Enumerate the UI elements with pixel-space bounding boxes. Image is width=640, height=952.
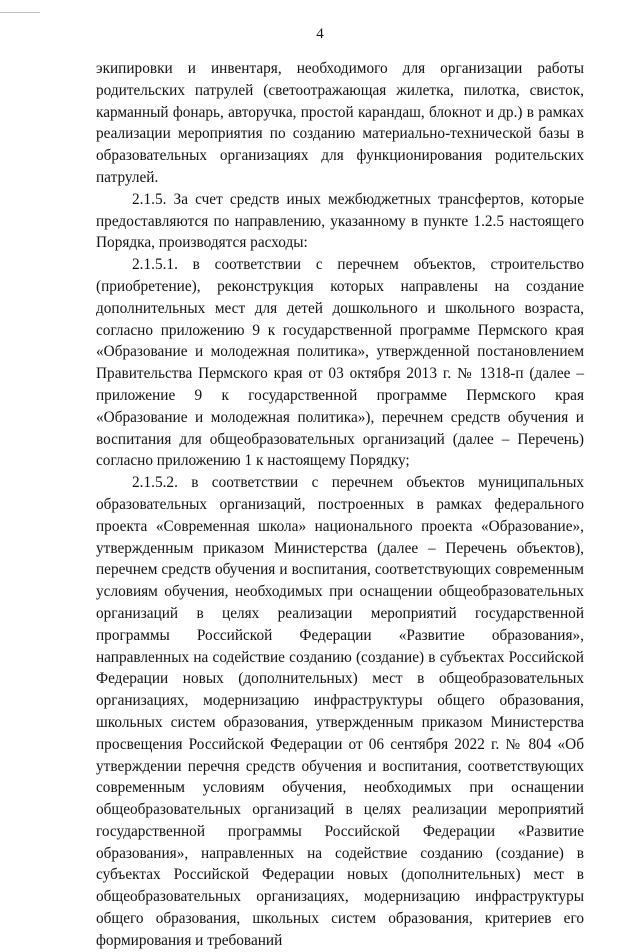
page-number: 4 <box>316 26 324 42</box>
paragraph-2-1-5-2: 2.1.5.2. в соответствии с перечнем объектов муниципальных образовательных организаций, построенных в рамках федерального проекта «Современная школа» национального проекта «Образование», утвержденным приказом Министерства (далее – Перечень объектов), перечнем средств обучения и воспитания, соответствующих современным условиям обучения, необходимых при оснащении общеобразовательных организаций в целях реализации мероприятий государственной программы Российской Федерации «Развитие образования», направленных на содействие созданию (создание) в субъектах Российской Федерации новых (дополнительных) мест в общеобразовательных организациях, модернизацию инфраструктуры общего образования, школьных систем образования, утвержденным приказом Министерства просвещения Российской Федерации от 06 сентября 2022 г. № 804 «Об утверждении перечня средств обучения и воспитания, соответствующих современным условиям обучения, необходимых при оснащении общеобразовательных организаций в целях реализации мероприятий государственной программы Российской Федерации «Развитие образования», направленных на содействие созданию (создание) в субъектах Российской Федерации новых (дополнительных) мест в общеобразовательных организациях, модернизацию инфраструктуры общего образования, школьных систем образования, критериев его формирования и требований <box>96 474 584 949</box>
paragraph-2-1-5: 2.1.5. За счет средств иных межбюджетных трансфертов, которые предоставляются по направлению, указанному в пункте 1.2.5 настоящего Порядка, производятся расходы: <box>96 190 584 252</box>
scan-edge-line <box>0 12 40 13</box>
paragraph-continuation: экипировки и инвентаря, необходимого для организации работы родительских патрулей (светоотражающая жилетка, пилотка, свисток, карманный фонарь, авторучка, простой карандаш, блокнот и др.) в рамках реализации мероприятия по созданию материально-технической базы в образовательных организациях для функционирования родительских патрулей. <box>96 60 584 186</box>
paragraph-2-1-5-1: 2.1.5.1. в соответствии с перечнем объектов, строительство (приобретение), реконструкция которых направлены на создание дополнительных мест для детей дошкольного и школьного возраста, согласно приложению 9 к государственной программе Пермского края «Образование и молодежная политика», утвержденной постановлением Правительства Пермского края от 03 октября 2013 г. № 1318-п (далее – приложение 9 к государственной программе Пермского края «Образование и молодежная политика»), перечнем средств обучения и воспитания для общеобразовательных организаций (далее – Перечень) согласно приложению 1 к настоящему Порядку; <box>96 256 584 470</box>
document-body <box>96 58 584 952</box>
